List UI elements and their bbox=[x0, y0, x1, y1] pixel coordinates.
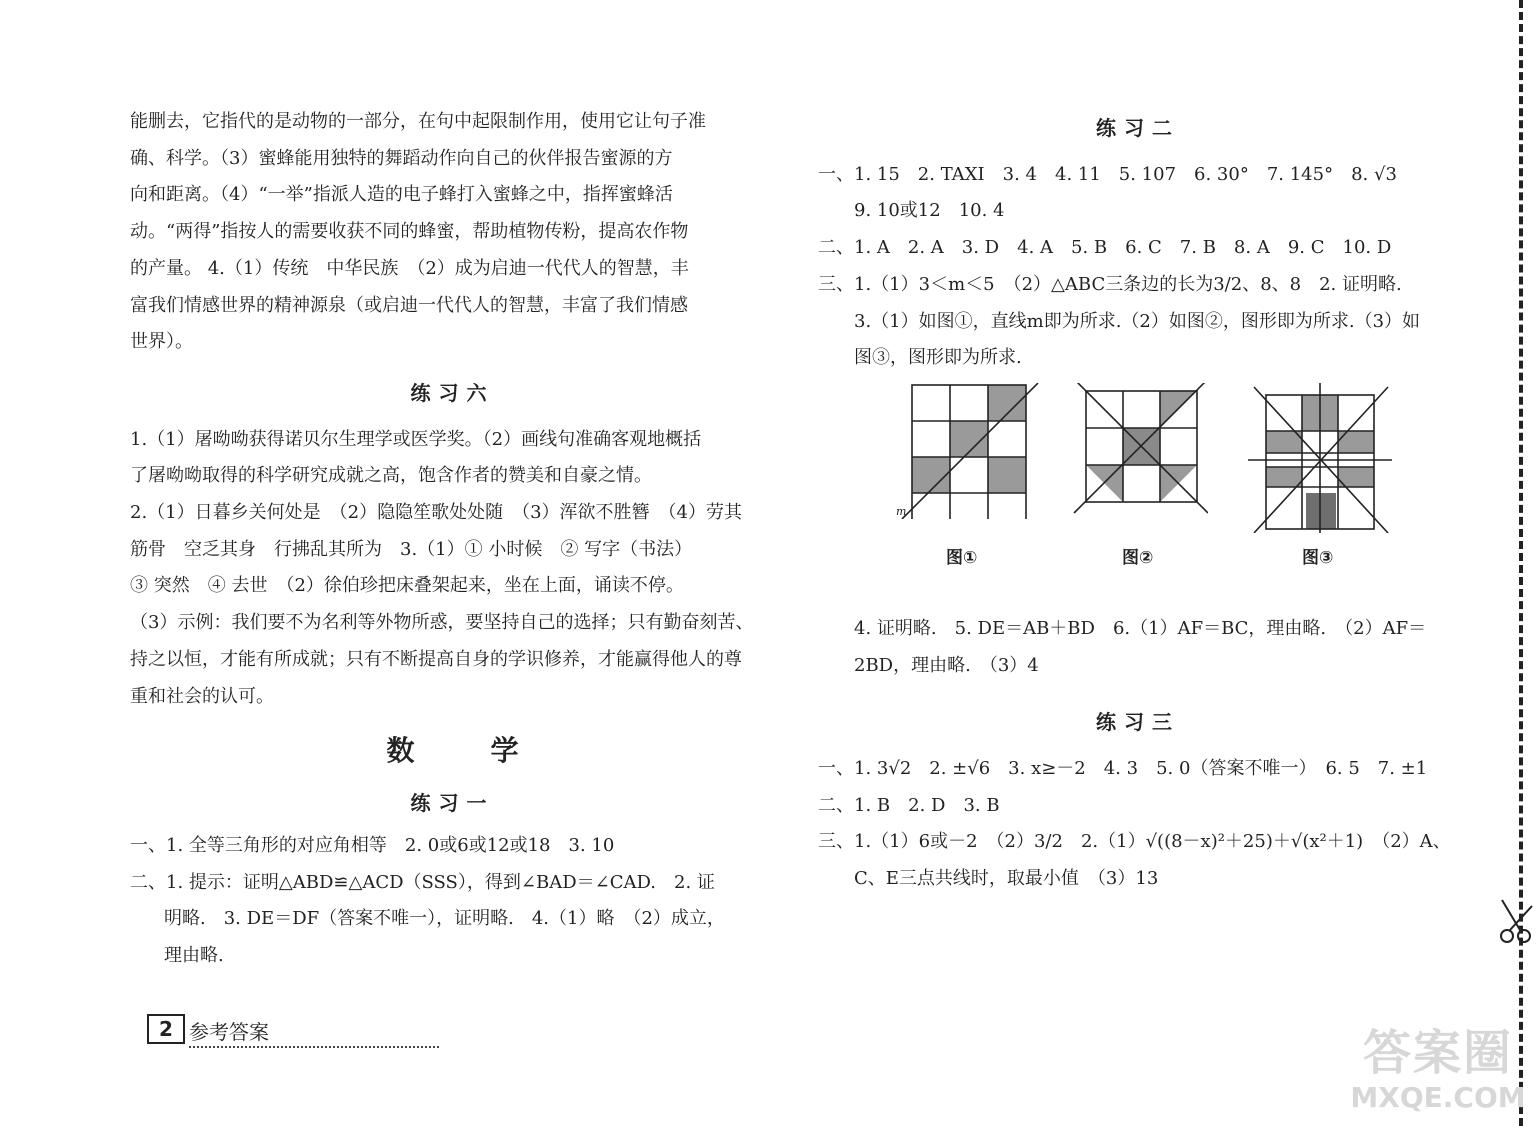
grid-figures bbox=[818, 383, 1458, 611]
exercise-3-block bbox=[818, 751, 1458, 898]
figure-3-grid bbox=[1244, 383, 1396, 533]
shaded-cell bbox=[1338, 431, 1374, 453]
text-line: 筋骨 空乏其身 行拂乱其所为 3.（1）① 小时候 ② 写字（书法） bbox=[130, 538, 693, 560]
text-line: 三、1.（1）3＜m＜5 （2）△ABC三条边的长为3/2、8、8 2. 证明略. bbox=[818, 273, 1402, 295]
text-line: 二、1. B 2. D 3. B bbox=[818, 794, 1000, 816]
text-line: 富我们情感世界的精神源泉（或启迪一代代人的智慧，丰富了我们情感 bbox=[130, 294, 688, 316]
chinese-answers-block bbox=[130, 104, 775, 361]
figure-2-grid bbox=[1072, 383, 1208, 519]
right-column bbox=[818, 110, 1458, 898]
section-title-exercise-3: 练习三 bbox=[1096, 710, 1180, 735]
text-line: 理由略. bbox=[164, 945, 224, 967]
subject-title-char: 学 bbox=[490, 734, 519, 768]
section-title-exercise-2: 练习二 bbox=[1096, 116, 1180, 140]
text-line: 图③，图形即为所求. bbox=[818, 347, 1022, 369]
shaded-cell bbox=[988, 457, 1026, 493]
dashed-cut-line bbox=[1519, 0, 1523, 1126]
text-line: 动。“两得”指按人的需要收获不同的蜂蜜，帮助植物传粉，提高农作物 bbox=[130, 221, 689, 243]
text-line: 了屠呦呦取得的科学研究成就之高，饱含作者的赞美和自豪之情。 bbox=[130, 465, 652, 487]
exercise-6-block bbox=[130, 422, 775, 716]
text-line: 三、1.（1）6或－2 （2）3/2 2.（1）√((8－x)²＋25)＋√(x²＋1) （2）A、 bbox=[818, 831, 1451, 853]
text-line: 一、1. 3√2 2. ±√6 3. x≥－2 4. 3 5. 0（答案不唯一） 6. 5 7. ±1 bbox=[818, 758, 1428, 780]
text-line: 二、1. A 2. A 3. D 4. A 5. B 6. C 7. B 8. A 9. C 10. D bbox=[818, 237, 1392, 259]
subject-title-math bbox=[130, 731, 775, 771]
text-line: C、E三点共线时，取最小值 （3）13 bbox=[818, 868, 1159, 890]
text-line: 一、1. 15 2. TAXI 3. 4 4. 11 5. 107 6. 30° 7. 145° 8. √3 bbox=[818, 163, 1397, 185]
shaded-cell bbox=[1266, 467, 1302, 487]
shaded-cell bbox=[1306, 493, 1336, 529]
text-line: 1.（1）屠呦呦获得诺贝尔生理学或医学奖。（2）画线句准确客观地概括 bbox=[130, 428, 702, 450]
scissors-icon bbox=[1498, 898, 1534, 946]
shaded-cell bbox=[988, 385, 1026, 421]
text-line: 2BD，理由略. （3）4 bbox=[818, 654, 1039, 676]
figure-caption: 图① bbox=[946, 547, 978, 568]
text-line: 持之以恒，才能有所成就；只有不断提高自身的学识修养，才能赢得他人的尊 bbox=[130, 648, 742, 670]
page-number: 2 bbox=[147, 1014, 185, 1044]
watermark-logo: 答案圈 bbox=[1362, 1025, 1513, 1081]
symmetry-line-m bbox=[902, 383, 1038, 519]
text-line: 能删去，它指代的是动物的一部分，在句中起限制作用，使用它让句子准 bbox=[130, 111, 706, 132]
text-line: 4. 证明略. 5. DE＝AB＋BD 6.（1）AF＝BC，理由略. （2）AF＝ bbox=[818, 617, 1427, 639]
text-line: ③ 突然 ④ 去世 （2）徐伯珍把床叠架起来，坐在上面，诵读不停。 bbox=[130, 575, 684, 597]
exercise-1-block bbox=[130, 828, 775, 975]
text-line: 9. 10或12 10. 4 bbox=[818, 200, 1005, 222]
section-title-exercise-1: 练习一 bbox=[410, 791, 495, 816]
text-line: 3.（1）如图①，直线m即为所求.（2）如图②，图形即为所求.（3）如 bbox=[818, 310, 1421, 332]
subject-title-char: 数 bbox=[386, 734, 415, 768]
figure-caption: 图③ bbox=[1302, 547, 1334, 568]
footer-dotted-rule bbox=[189, 1046, 439, 1048]
footer-title: 参考答案 bbox=[189, 1020, 269, 1044]
text-line: 2.（1）日暮乡关何处是 （2）隐隐笙歌处处随 （3）浑欲不胜簪 （4）劳其 bbox=[130, 502, 742, 524]
section-title-exercise-6: 练习六 bbox=[410, 380, 495, 405]
exercise-2-continued bbox=[818, 611, 1458, 684]
text-line: （3）示例：我们要不为名利等外物所惑，要坚持自己的选择；只有勤奋刻苦、 bbox=[130, 612, 754, 634]
text-line: 向和距离。（4）“一举”指派人造的电子蜂打入蜜蜂之中，指挥蜜蜂活 bbox=[130, 184, 673, 206]
exercise-2-block bbox=[818, 157, 1458, 377]
text-line: 重和社会的认可。 bbox=[130, 685, 274, 707]
left-column bbox=[130, 104, 775, 975]
figure-caption: 图② bbox=[1122, 547, 1154, 568]
text-line: 确、科学。（3）蜜蜂能用独特的舞蹈动作向自己的伙伴报告蜜源的方 bbox=[130, 147, 673, 169]
text-line: 世界）。 bbox=[130, 331, 193, 353]
figure-1-grid bbox=[896, 383, 1042, 519]
watermark bbox=[1340, 1025, 1536, 1125]
shaded-cell bbox=[912, 457, 950, 493]
text-line: 的产量。 4.（1）传统 中华民族 （2）成为启迪一代代人的智慧，丰 bbox=[130, 257, 689, 279]
line-label: m bbox=[896, 504, 907, 518]
text-line: 明略. 3. DE＝DF（答案不唯一），证明略. 4.（1）略 （2）成立， bbox=[164, 908, 725, 930]
text-line: 二、1. 提示：证明△ABD≌△ACD（SSS），得到∠BAD＝∠CAD. 2. 证 bbox=[130, 871, 715, 893]
watermark-site: MXQE.COM bbox=[1350, 1081, 1526, 1114]
grid-lines bbox=[1248, 383, 1392, 533]
text-line: 一、1. 全等三角形的对应角相等 2. 0或6或12或18 3. 10 bbox=[130, 834, 615, 856]
